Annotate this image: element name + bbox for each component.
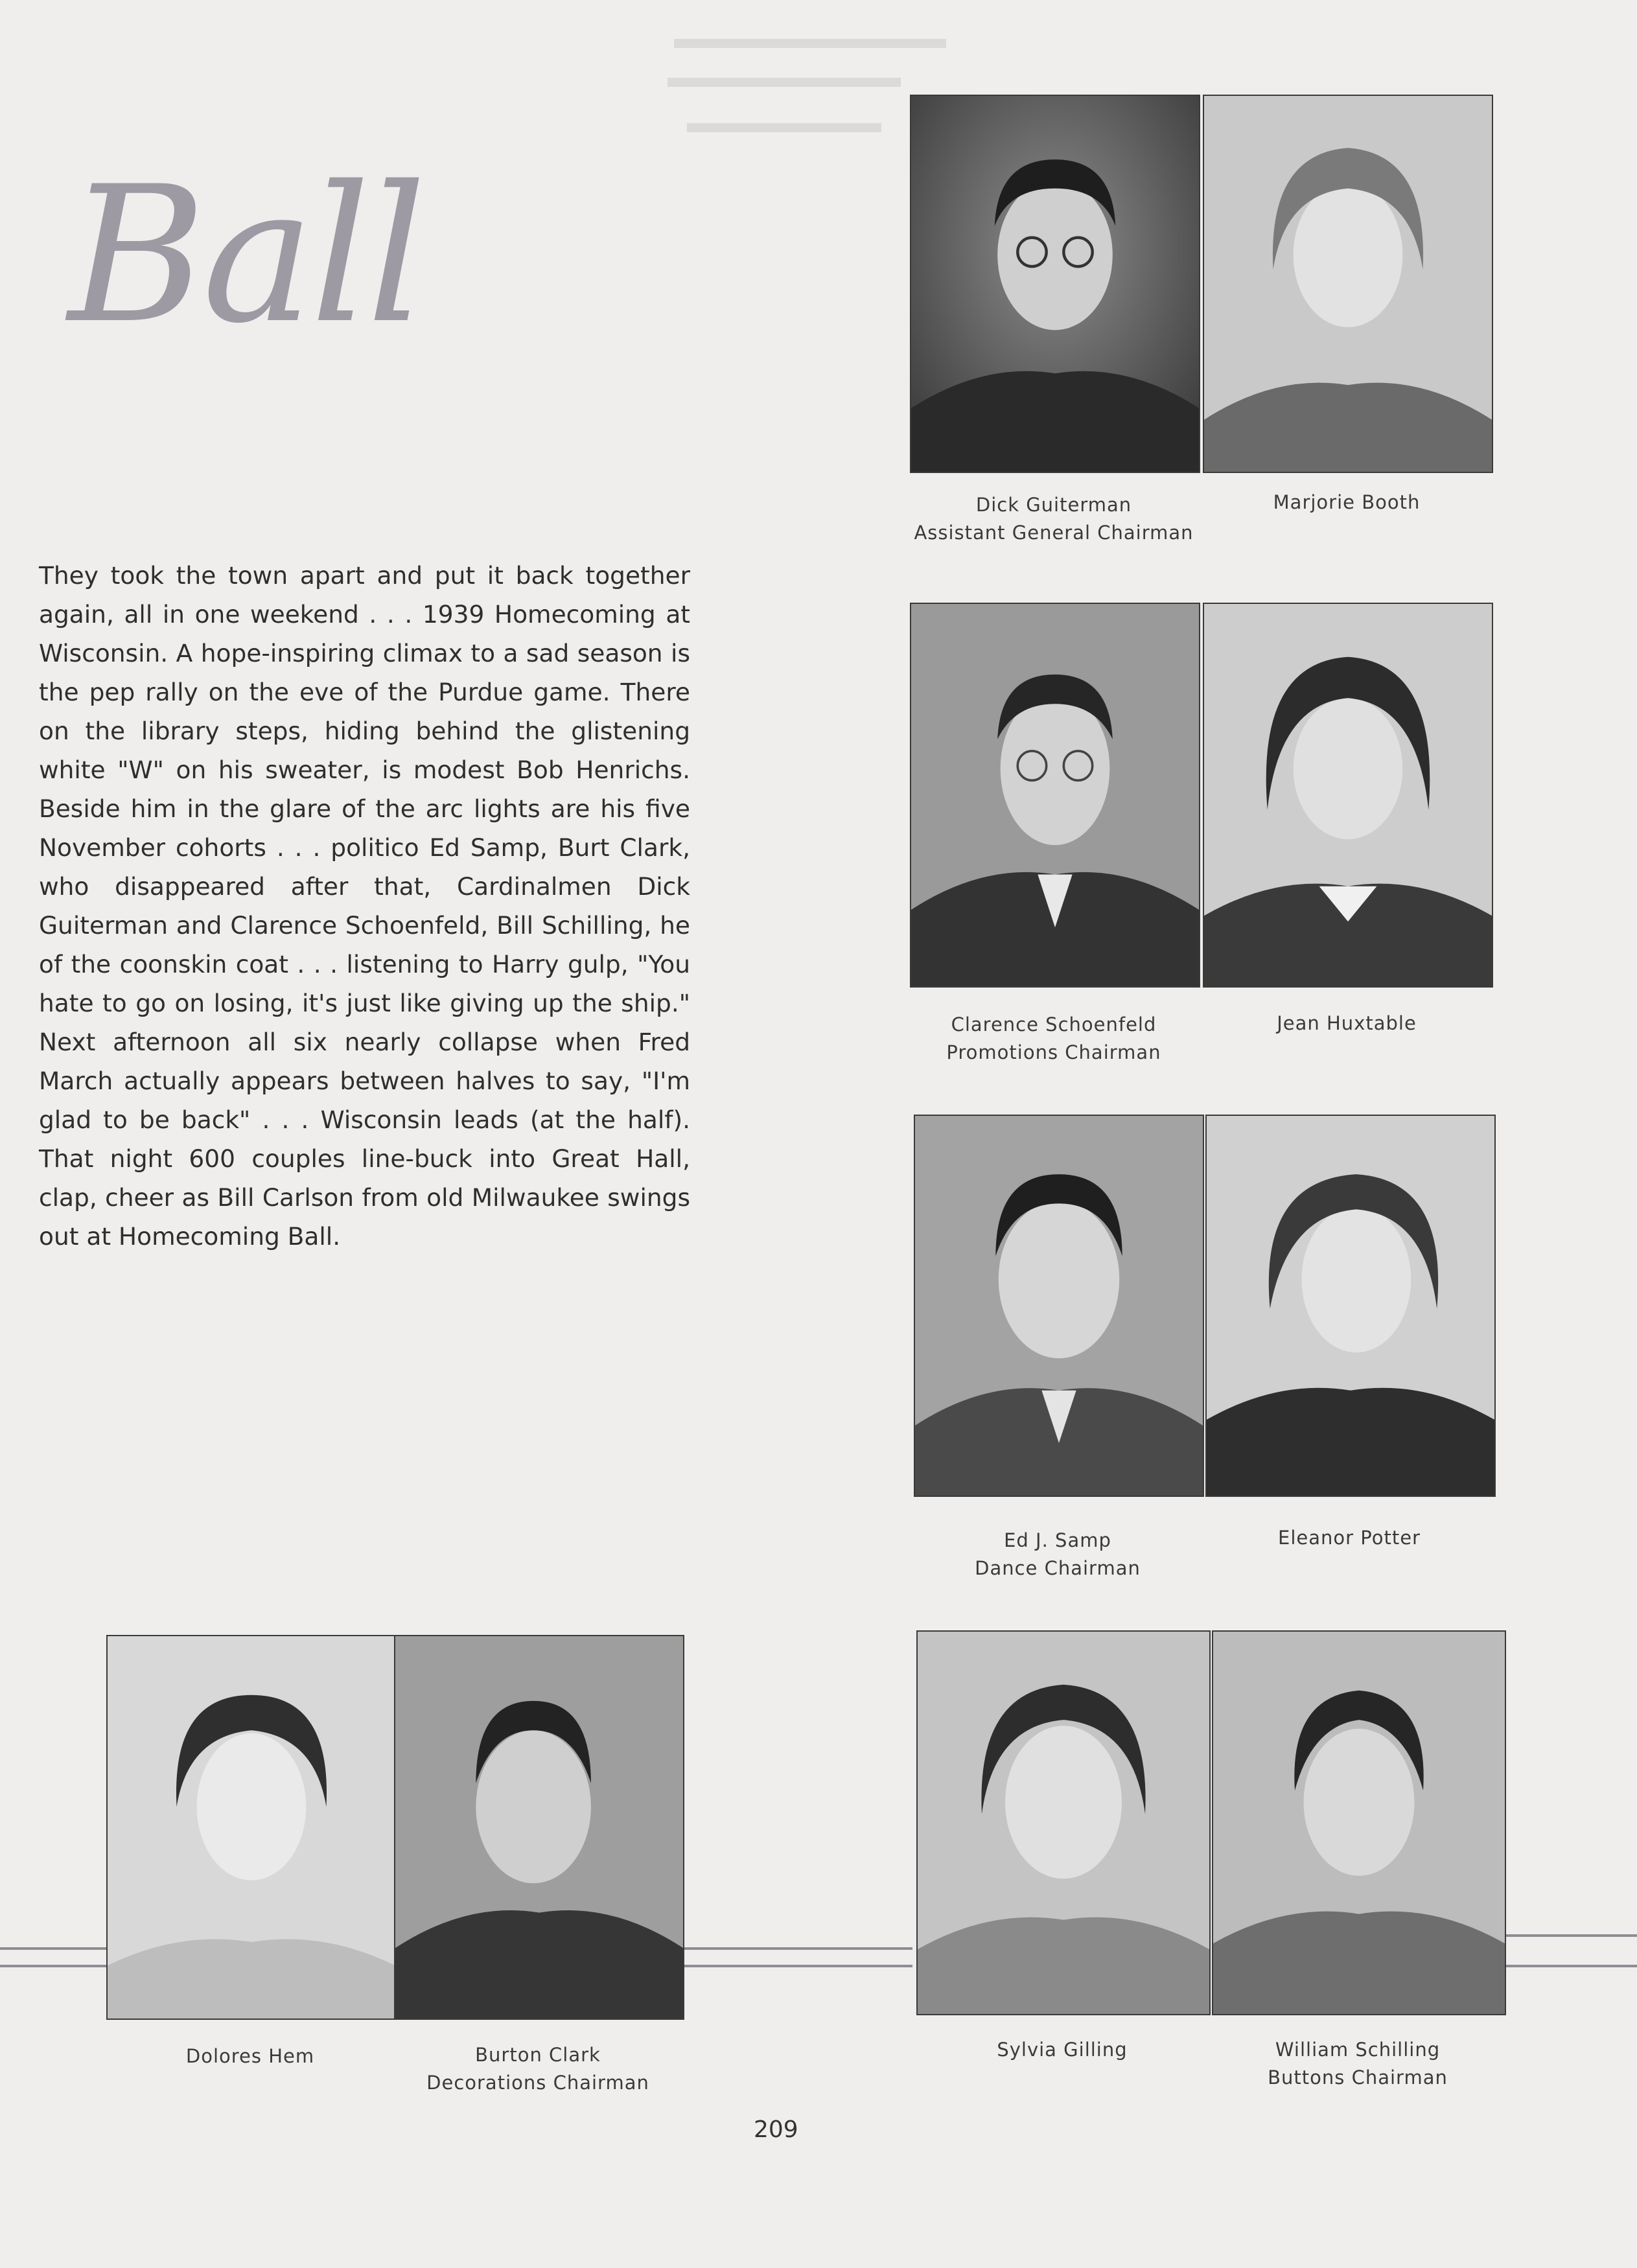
portrait-caption-huxtable (1203, 1010, 1491, 1037)
portrait-caption-samp (914, 1527, 1202, 1582)
portrait-role: Promotions Chairman (946, 1041, 1161, 1063)
portrait-name: Ed J. Samp (1004, 1529, 1111, 1551)
portrait-name: Eleanor Potter (1278, 1527, 1421, 1549)
portrait-caption-hem (106, 2042, 394, 2070)
decorative-rule (1503, 1934, 1637, 1937)
page-number: 209 (754, 2116, 798, 2143)
portrait-name: William Schilling (1275, 2039, 1441, 2061)
portrait-name: Dick Guiterman (975, 494, 1132, 516)
portrait-caption-gilling (916, 2036, 1208, 2064)
portrait-photo-gilling (916, 1630, 1211, 2015)
page-title: Ball (68, 146, 423, 365)
portrait-name: Dolores Hem (185, 2045, 315, 2067)
portrait-name: Jean Huxtable (1277, 1012, 1417, 1034)
portrait-photo-guiterman (910, 95, 1200, 473)
portrait-photo-samp (914, 1115, 1204, 1497)
portrait-caption-schilling (1212, 2036, 1503, 2092)
portrait-photo-schoenfeld (910, 603, 1200, 988)
decorative-rule (684, 1947, 912, 1950)
portrait-caption-potter (1205, 1524, 1493, 1552)
decorative-rule (1503, 1965, 1637, 1967)
decorative-rule (0, 1947, 109, 1950)
portrait-role: Assistant General Chairman (914, 522, 1194, 544)
portrait-name: Sylvia Gilling (997, 2039, 1128, 2061)
portrait-photo-hem (106, 1635, 397, 2020)
portrait-photo-schilling (1212, 1630, 1506, 2015)
portrait-name: Marjorie Booth (1273, 491, 1421, 513)
decorative-rule (684, 1965, 912, 1967)
portrait-caption-schoenfeld (910, 1011, 1198, 1067)
article-body: They took the town apart and put it back together again, all in one weekend . . . 1939 Homecoming at Wisconsin. A hope-inspiring climax to a sad season is the pep rally on the eve of the Purdue game. There on the library steps, hiding behind the glistening white "W" on his sweater, is modest Bob Henrichs. Beside him in the glare of the arc lights are his five November cohorts . . . politico Ed Samp, Burt Clark, who disappeared after that, Cardinalmen Dick Guiterman and Clarence Schoenfeld, Bill Schilling, he of the coonskin coat . . . listening to Harry gulp, "You hate to go on losing, it's just like giving up the ship." Next afternoon all six nearly collapse when Fred March actually appears between halves to say, "I'm glad to be back" . . . Wisconsin leads (at the half). That night 600 couples line-buck into Great Hall, clap, cheer as Bill Carlson from old Milwaukee swings out at Homecoming Ball. (39, 561, 690, 1251)
portrait-role: Decorations Chairman (426, 2072, 649, 2094)
portrait-name: Clarence Schoenfeld (951, 1013, 1157, 1036)
portrait-photo-huxtable (1203, 603, 1493, 988)
portrait-photo-clark (394, 1635, 684, 2020)
portrait-caption-booth (1203, 489, 1491, 516)
portrait-photo-booth (1203, 95, 1493, 473)
portrait-role: Buttons Chairman (1268, 2066, 1448, 2089)
portrait-role: Dance Chairman (975, 1557, 1141, 1579)
portrait-caption-clark (394, 2041, 682, 2097)
decorative-rule (0, 1965, 109, 1967)
portrait-caption-guiterman (910, 491, 1198, 547)
portrait-photo-potter (1205, 1115, 1496, 1497)
portrait-name: Burton Clark (475, 2044, 601, 2066)
